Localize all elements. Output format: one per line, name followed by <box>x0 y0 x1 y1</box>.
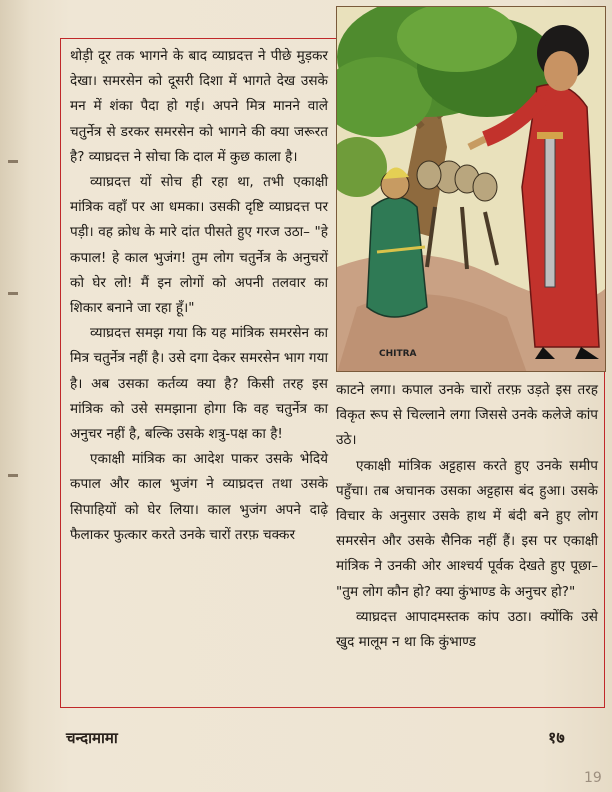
right-text-column <box>336 378 598 655</box>
binding-mark <box>8 292 18 295</box>
left-text-column <box>70 44 328 548</box>
magazine-name: चन्दामामा <box>66 729 118 747</box>
paragraph: काटने लगा। कपाल उनके चारों तरफ़ उड़ते इस तरह विकृत रूप से चिल्लाने लगा जिससे उनके कलेजे कांप उठे। <box>336 382 598 449</box>
paragraph: व्याघ्रदत्त समझ गया कि यह मांत्रिक समरसेन का मित्र चतुर्नेत्र नहीं है। उसे दगा देकर समरसेन भाग गया है। अब उसका कर्तव्य क्या है? किसी तरह इस मांत्रिक को उसे समझाना होगा कि वह चतुर्नेत्र का अनुचर नहीं है, बल्कि उसके शत्रु-पक्ष का है! <box>70 325 328 443</box>
paragraph: व्याघ्रदत्त यों सोच ही रहा था, तभी एकाक्षी मांत्रिक वहाँ पर आ धमका। उसकी दृष्टि व्याघ्रदत्त पर पड़ी। वह क्रोध के मारे दांत पीसते हुए गरज उठा– "हे कपाल! हे काल भुजंग! तुम लोग चतुर्नेत्र के अनुचरों को घेर लो! मैं इन लोगों को अपनी तलवार का शिकार बनाने जा रहा हूँ।" <box>70 174 328 317</box>
page-stamp: 19 <box>584 770 602 786</box>
binding-mark <box>8 474 18 477</box>
page-number: १७ <box>548 728 565 747</box>
paragraph: एकाक्षी मांत्रिक अट्टहास करते हुए उनके समीप पहुँचा। तब अचानक उसका अट्टहास बंद हुआ। उसके विचार के अनुसार उसके हाथ में बंदी बने हुए लोग समरसेन और उसके सैनिक नहीं हैं। इस पर एकाक्षी मांत्रिक ने उनकी ओर आश्चर्य पूर्वक देखते हुए पूछा– "तुम लोग कौन हो? क्या कुंभाण्ड के अनुचर हो?" <box>336 457 598 600</box>
paragraph: थोड़ी दूर तक भागने के बाद व्याघ्रदत्त ने पीछे मुड़कर देखा। समरसेन को दूसरी दिशा में भागते देख उसके मन में शंका पैदा हो गई। अपने मित्र मानने वाले चतुर्नेत्र से डरकर समरसेन को भागने की क्या जरूरत है? व्याघ्रदत्त ने सोचा कि दाल में कुछ काला है। <box>70 48 328 165</box>
paragraph: व्याघ्रदत्त आपादमस्तक कांप उठा। क्योंकि उसे खुद मालूम न था कि कुंभाण्ड <box>336 608 598 651</box>
paragraph: एकाक्षी मांत्रिक का आदेश पाकर उसके भेदिये कपाल और काल भुजंग ने व्याघ्रदत्त तथा उसके सिपाहियों को घेर लिया। काल भुजंग अपने दाढ़े फैलाकर फुत्कार करते उनके चारों तरफ़ चक्कर <box>70 451 328 543</box>
binding-mark <box>8 160 18 163</box>
story-illustration <box>336 6 606 372</box>
artist-signature: CHITRA <box>379 349 417 359</box>
